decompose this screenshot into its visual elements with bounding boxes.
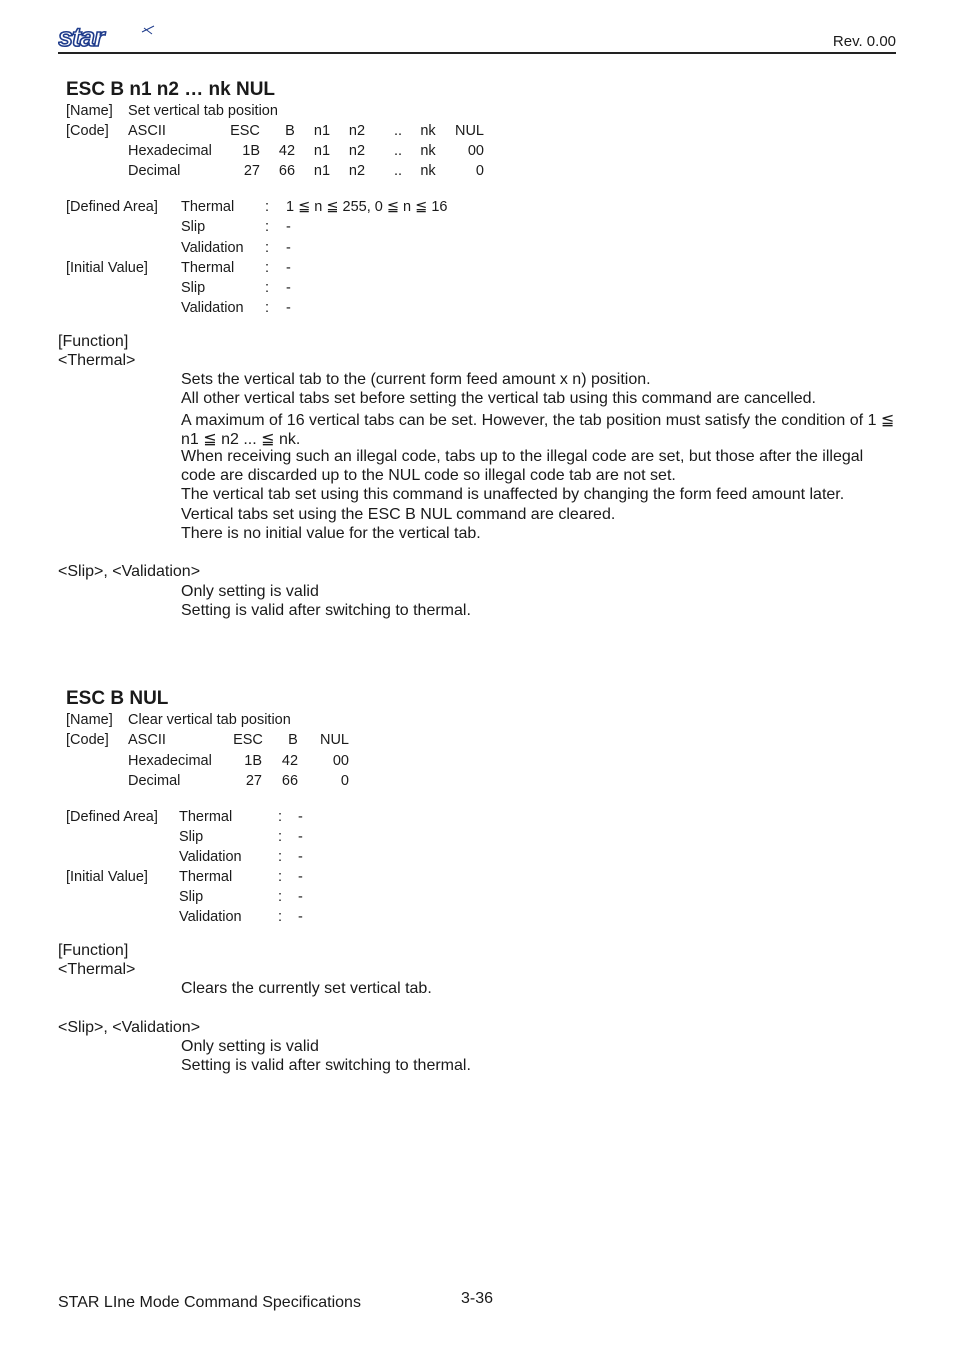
slip-validation-label: <Slip>, <Validation> — [58, 1019, 201, 1036]
code-cell: n1 — [313, 123, 331, 139]
code-row-label: ASCII — [128, 732, 166, 748]
colon: : — [265, 260, 270, 276]
function-line: Sets the vertical tab to the (current form feed amount x n) position. — [181, 371, 651, 388]
code-row-label: Decimal — [128, 163, 181, 179]
colon: : — [278, 829, 283, 845]
code-cell: NUL — [454, 123, 484, 139]
code-cell: .. — [393, 123, 403, 139]
function-line: Only setting is valid — [181, 1038, 319, 1055]
colon: : — [278, 889, 283, 905]
function-line: Setting is valid after switching to thermal. — [181, 602, 471, 619]
mode-label: Validation — [179, 909, 242, 925]
name-label: [Name] — [66, 712, 113, 728]
colon: : — [278, 809, 283, 825]
code-cell: .. — [393, 143, 403, 159]
code-cell: 27 — [245, 773, 262, 789]
name-value: Set vertical tab position — [128, 103, 278, 119]
function-line: Vertical tabs set using the ESC B NUL command are cleared. — [181, 506, 616, 523]
code-cell: B — [285, 123, 295, 139]
name-value: Clear vertical tab position — [128, 712, 291, 728]
colon: : — [278, 909, 283, 925]
mode-label: Thermal — [179, 869, 233, 885]
function-line: All other vertical tabs set before setting the vertical tab using this command are cancelled. — [181, 390, 816, 407]
mode-label: Slip — [179, 889, 204, 905]
code-cell: 0 — [475, 163, 484, 179]
section2-title: ESC B NUL — [66, 688, 169, 709]
section1-title: ESC B n1 n2 … nk NUL — [66, 79, 276, 100]
defined-value: 1 ≦ n ≦ 255, 0 ≦ n ≦ 16 — [286, 199, 448, 215]
code-row-label: ASCII — [128, 123, 166, 139]
defined-value: - — [298, 829, 303, 845]
mode-label: Thermal — [181, 260, 235, 276]
defined-area-label: [Defined Area] — [66, 199, 158, 215]
defined-value: - — [298, 849, 303, 865]
initial-value-label: [Initial Value] — [66, 869, 148, 885]
footer-doc-title: STAR LIne Mode Command Specifications — [58, 1294, 361, 1311]
code-cell: .. — [393, 163, 403, 179]
code-row-label: Hexadecimal — [128, 143, 212, 159]
function-line: code are discarded up to the NUL code so illegal code tab are not set. — [181, 467, 676, 484]
code-label: [Code] — [66, 732, 109, 748]
code-row-label: Hexadecimal — [128, 753, 212, 769]
name-label: [Name] — [66, 103, 113, 119]
code-cell: n1 — [313, 143, 331, 159]
code-row-label: Decimal — [128, 773, 181, 789]
initial-value: - — [298, 909, 303, 925]
code-cell: 66 — [278, 163, 296, 179]
mode-label: Validation — [181, 300, 244, 316]
code-cell: 27 — [243, 163, 260, 179]
code-cell: 0 — [340, 773, 349, 789]
code-cell: NUL — [319, 732, 349, 748]
initial-value-label: [Initial Value] — [66, 260, 148, 276]
initial-value: - — [286, 300, 291, 316]
code-cell: nk — [420, 123, 436, 139]
code-cell: B — [288, 732, 298, 748]
page-number: 3-36 — [461, 1290, 494, 1307]
colon: : — [265, 300, 270, 316]
mode-label: Validation — [179, 849, 242, 865]
mode-label: Slip — [181, 280, 206, 296]
code-cell: 00 — [332, 753, 349, 769]
thermal-label: <Thermal> — [58, 352, 136, 369]
defined-value: - — [286, 219, 291, 235]
function-line: There is no initial value for the vertical tab. — [181, 525, 481, 542]
mode-label: Slip — [181, 219, 206, 235]
star-logo — [58, 24, 158, 50]
function-label: [Function] — [58, 333, 129, 350]
code-cell: n2 — [348, 143, 366, 159]
code-cell: 42 — [278, 143, 296, 159]
initial-value: - — [298, 869, 303, 885]
defined-value: - — [286, 240, 291, 256]
code-cell: nk — [420, 163, 436, 179]
code-cell: ESC — [233, 732, 263, 748]
slip-validation-label: <Slip>, <Validation> — [58, 563, 201, 580]
colon: : — [265, 219, 270, 235]
initial-value: - — [298, 889, 303, 905]
function-label: [Function] — [58, 942, 129, 959]
defined-area-label: [Defined Area] — [66, 809, 158, 825]
colon: : — [265, 280, 270, 296]
colon: : — [265, 240, 270, 256]
initial-value: - — [286, 260, 291, 276]
header-rule — [58, 52, 896, 54]
code-cell: ESC — [230, 123, 260, 139]
code-cell: n2 — [348, 123, 366, 139]
code-label: [Code] — [66, 123, 109, 139]
mode-label: Slip — [179, 829, 204, 845]
code-cell: n2 — [348, 163, 366, 179]
code-cell: 1B — [242, 143, 260, 159]
code-cell: nk — [420, 143, 436, 159]
code-cell: 42 — [281, 753, 299, 769]
function-line: A maximum of 16 vertical tabs can be set. However, the tab position must satisfy the condition of 1 ≦ — [181, 412, 895, 429]
function-line: n1 ≦ n2 ... ≦ nk. — [181, 431, 301, 448]
mode-label: Validation — [181, 240, 244, 256]
code-cell: 00 — [467, 143, 484, 159]
mode-label: Thermal — [181, 199, 235, 215]
colon: : — [278, 849, 283, 865]
code-cell: n1 — [313, 163, 331, 179]
function-line: Only setting is valid — [181, 583, 319, 600]
colon: : — [265, 199, 270, 215]
mode-label: Thermal — [179, 809, 233, 825]
code-cell: 1B — [244, 753, 262, 769]
function-line: The vertical tab set using this command is unaffected by changing the form feed amount later. — [181, 486, 845, 503]
defined-value: - — [298, 809, 303, 825]
colon: : — [278, 869, 283, 885]
function-line: When receiving such an illegal code, tabs up to the illegal code are set, but those after the illegal — [181, 448, 864, 465]
revision-label: Rev. 0.00 — [832, 33, 896, 50]
function-line: Setting is valid after switching to thermal. — [181, 1057, 471, 1074]
function-line: Clears the currently set vertical tab. — [181, 980, 432, 997]
initial-value: - — [286, 280, 291, 296]
code-cell: 66 — [281, 773, 299, 789]
thermal-label: <Thermal> — [58, 961, 136, 978]
logo-text: star — [58, 24, 104, 50]
